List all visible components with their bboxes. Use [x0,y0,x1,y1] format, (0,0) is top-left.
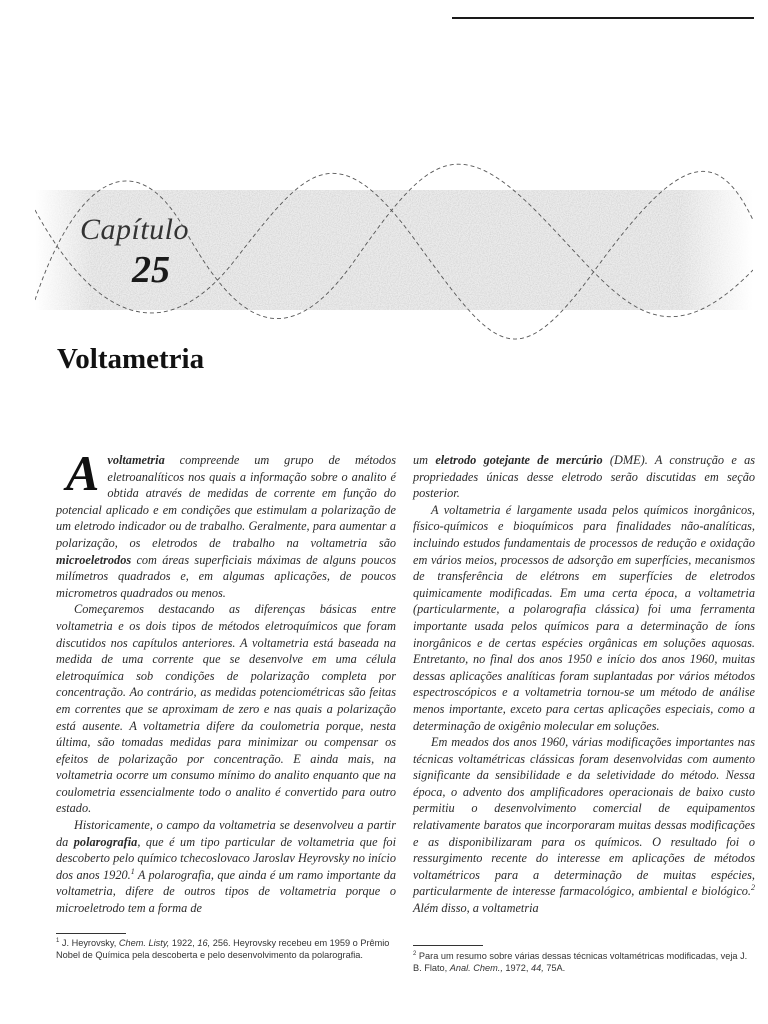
footnote-right: $^2$ Para um resumo sobre várias dessas técnicas voltamétricas modificadas, veja J. B. Flato, Anal. Chem., 1972, 44, 75A. [413,950,748,974]
drop-cap: A [66,445,100,501]
top-rule [452,17,754,19]
chapter-number: 25 [132,249,170,291]
term-polarografia: polarografia [73,834,138,849]
footnote-ref-2: 2 [751,883,755,893]
term-microeletrodos: microeletrodos [56,552,132,567]
left-text-column [56,445,396,917]
footnote-rule-left [56,933,126,934]
right-paragraph-2: A voltametria é largamente usada pelos químicos inorgânicos, físico-químicos e bioquímicos para finalidades não-analíticas, incluindo estudos fundamentais de processos de redução e oxidação em vários meios, processos de adsorção em superfícies, mecanismos de transferência de elétrons em superfícies de eletrodos quimicamente modificadas. Em uma certa época, a voltametria (particularmente, a polarografia clássica) foi uma ferramenta importante usada pelos químicos para a determinação de íons inorgânicos e de certas espécies orgânicas em soluções aquosas. Entretanto, no final dos anos 1950 e início dos anos 1960, muitas dessas aplicações analíticas foram suplantadas por vários métodos espectroscópicos e a voltametria tornou-se um método de análise menos importante, exceto para certas aplicações especiais, como a determinação de oxigênio molecular em soluções. [413,502,755,733]
right-paragraph-3: Em meados dos anos 1960, várias modificações importantes nas técnicas voltamétricas clássicas foram desenvolvidas com aumento significante da sensibilidade e da seletividade do método. Nessa época, o advento dos amplificadores operacionais de baixo custo permitiu o desenvolvimento comercial de equipamentos relativamente baratos que incorporaram muitas dessas modificações e as disponibilizaram para os químicos. O resultado foi o ressurgimento recente do interesse em aplicações de métodos voltamétricos para a determinação de muitas espécies, particularmente de interesse farmacológico, ambiental e biológico.$^2$ Além disso, a voltametria [413,735,755,916]
footnote-left: $^1$ J. Heyrovsky, Chem. Listy, 1922, 16, 256. Heyrovsky recebeu em 1959 o Prêmio Nobel de Química pela descoberta e pelo desenvolvimento da polarografia. [56,937,390,961]
footnote-ref-1: 1 [130,866,135,876]
chapter-title: Voltametria [57,343,205,375]
left-paragraph-2: Começaremos destacando as diferenças básicas entre voltametria e os dois tipos de métodos eletroquímicos que foram discutidos nos capítulos anteriores. A voltametria está baseada na medida de uma corrente que se desenvolve em uma célula eletroquímica sob condições de polarização completa por concentração. Ao contrário, as medidas potenciométricas são feitas em correntes que se aproximam de zero e nas quais a polarização está ausente. A voltametria difere da coulometria porque, nesta última, são tomadas medidas para minimizar ou compensar os efeitos de polarização por concentração. E ainda mais, na voltametria ocorre um consumo mínimo do analito enquanto que na coulometria essencialmente todo o analito é convertido para outro estado. [56,602,396,816]
right-text-column [413,452,755,917]
term-eletrodo-gotejante: eletrodo gotejante de mercúrio [435,453,603,467]
chapter-label: Capítulo [80,213,190,246]
left-paragraph-3: Historicamente, o campo da voltametria se desenvolveu a partir da polarografia, que é um tipo particular de voltametria que foi descoberto pelo químico tchecoslovaco Jaroslav Heyrovsky no início dos anos 1920.$^1$ A polarografia, que ainda é um ramo importante da voltametria, difere de outros tipos de voltametria porque o microeletrodo tem a forma de [56,818,396,916]
left-paragraph-1: Avoltametria compreende um grupo de métodos eletroanalíticos nos quais a informação sobre o analito é obtida através de medidas de corrente em função do potencial aplicado e em condições que estimulam a polarização de um eletrodo indicador ou de trabalho. Geralmente, para aumentar a polarização, os eletrodos de trabalho na voltametria são microeletrodos com áreas superficiais máximas de alguns poucos milímetros quadrados e, em algumas aplicações, de poucos micrometros quadrados ou menos. [56,445,396,600]
right-paragraph-1: um eletrodo gotejante de mercúrio (DME). A construção e as propriedades únicas desse eletrodo serão discutidas em seção posterior. [413,453,756,501]
term-voltametria: voltametria [107,453,165,467]
footnote-rule-right [413,945,483,946]
